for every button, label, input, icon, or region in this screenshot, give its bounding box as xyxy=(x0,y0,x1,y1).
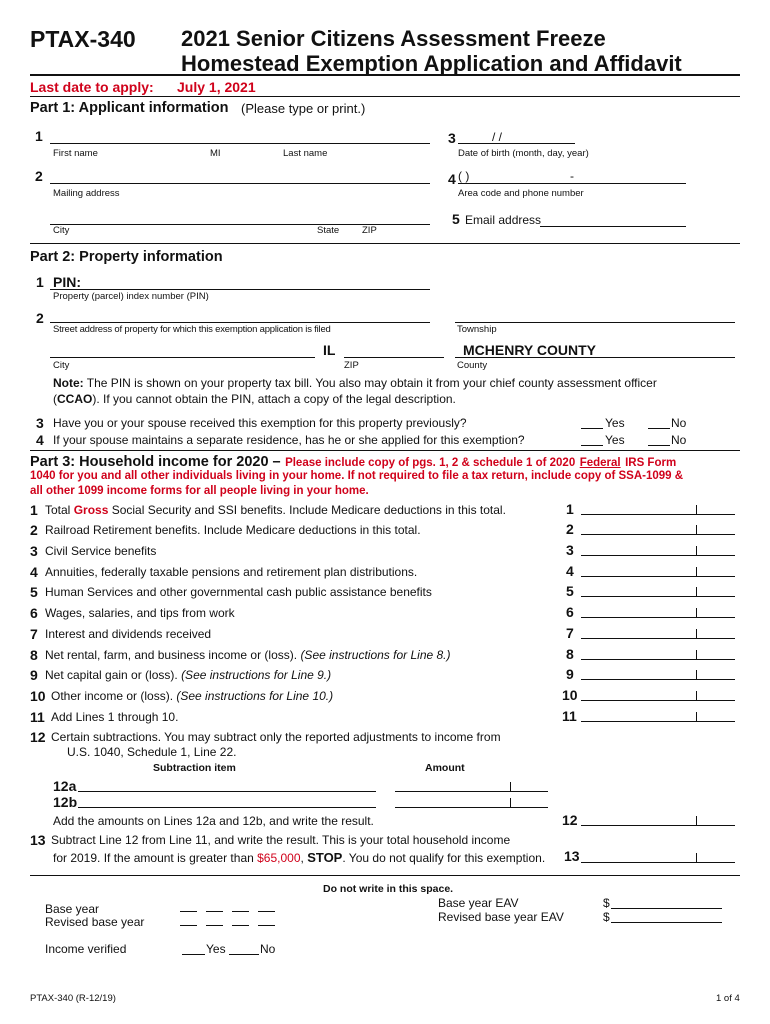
line-13-text1: Subtract Line 12 from Line 11, and write the result. This is your total household income xyxy=(51,833,511,847)
verified-yes-field[interactable] xyxy=(182,954,205,955)
pin-label: PIN: xyxy=(53,274,81,290)
line-number: 10 xyxy=(30,688,46,704)
line-text: Annuities, federally taxable pensions and retirement plan distributions. xyxy=(45,565,418,579)
city-label: City xyxy=(53,225,70,236)
right-line-number: 1 xyxy=(566,501,574,517)
income-amount-field[interactable] xyxy=(581,659,735,660)
line-number: 13 xyxy=(30,832,46,848)
pin-sublabel: Property (parcel) index number (PIN) xyxy=(53,291,209,302)
income-amount-field[interactable] xyxy=(581,617,735,618)
emphasis-text: Gross xyxy=(73,503,109,517)
note-bold: Note: xyxy=(53,376,84,390)
cents-divider xyxy=(696,691,697,701)
right-line-number: 6 xyxy=(566,604,574,620)
income-amount-field[interactable] xyxy=(581,721,735,722)
income-limit: $65,000 xyxy=(257,851,301,865)
email-field[interactable] xyxy=(540,226,686,227)
line-text: Interest and dividends received xyxy=(45,627,212,641)
header-rule xyxy=(30,74,740,76)
city-field[interactable] xyxy=(50,357,315,358)
township-label: Township xyxy=(457,324,497,335)
line-number: 8 xyxy=(30,647,38,663)
revised-base-year-eav-field[interactable] xyxy=(611,922,722,923)
federal-text: Federal xyxy=(579,457,621,469)
part3-note-line3: all other 1099 income forms for all people living in your home. xyxy=(30,485,369,497)
county-label: County xyxy=(457,360,488,371)
line-number: 7 xyxy=(30,626,38,642)
paren-open: ( xyxy=(53,392,57,406)
base-year-label: Base year xyxy=(45,902,100,916)
line-number: 9 xyxy=(30,667,38,683)
right-line-number: 12 xyxy=(562,812,578,828)
line-text-pre: Other income or (loss). xyxy=(51,689,177,703)
yes-label: Yes xyxy=(605,416,625,430)
first-name-label: First name xyxy=(53,148,98,159)
right-line-number: 5 xyxy=(566,583,574,599)
line-12a-amount-field[interactable] xyxy=(395,791,548,792)
line-number: 2 xyxy=(30,522,38,538)
no-label: No xyxy=(671,433,687,447)
part3-heading xyxy=(30,453,676,471)
part2-rule xyxy=(30,243,740,244)
income-line-text xyxy=(45,606,235,620)
cents-divider xyxy=(696,608,697,618)
income-line-text xyxy=(45,544,156,558)
part3-note-a: Please include copy of pgs. 1, 2 & schedule 1 of 2020 xyxy=(285,457,576,469)
subtraction-item-header: Subtraction item xyxy=(153,762,236,774)
right-line-number: 3 xyxy=(566,542,574,558)
line-12-amount-field[interactable] xyxy=(581,825,735,826)
note-text: The PIN is shown on your property tax bill. You also may obtain it from your chief county assessment officer xyxy=(86,376,657,390)
pin-field[interactable] xyxy=(50,289,430,290)
title-line1: 2021 Senior Citizens Assessment Freeze xyxy=(181,26,606,51)
income-amount-field[interactable] xyxy=(581,534,735,535)
dollar-sign: $ xyxy=(603,910,610,924)
q4-no-field[interactable] xyxy=(648,445,670,446)
street-address-label: Street address of property for which this exemption application is filed xyxy=(53,324,331,335)
note-rest: ). If you cannot obtain the PIN, attach a copy of the legal description. xyxy=(92,392,456,406)
cents-divider xyxy=(510,782,511,792)
title-line2: Homestead Exemption Application and Affidavit xyxy=(181,51,682,76)
line-number: 4 xyxy=(36,432,44,448)
q3-yes-field[interactable] xyxy=(581,428,603,429)
cents-divider xyxy=(696,712,697,722)
cents-divider xyxy=(696,587,697,597)
line-text: Railroad Retirement benefits. Include Medicare deductions in this total. xyxy=(45,523,421,537)
phone-label: Area code and phone number xyxy=(458,188,584,199)
dob-slashes: / / xyxy=(492,130,503,144)
line-12b-amount-field[interactable] xyxy=(395,807,548,808)
office-title: Do not write in this space. xyxy=(323,883,454,895)
income-line-text xyxy=(45,523,421,537)
line-number: 1 xyxy=(36,274,44,290)
line-text-pre: Net capital gain or (loss). xyxy=(45,668,182,682)
revised-base-year-label: Revised base year xyxy=(45,915,145,929)
part1-rule xyxy=(30,96,740,97)
right-line-number: 2 xyxy=(566,521,574,537)
part1-subtitle: (Please type or print.) xyxy=(241,101,366,116)
income-amount-field[interactable] xyxy=(581,596,735,597)
part1-title: Part 1: Applicant information xyxy=(30,100,229,116)
line-number: 5 xyxy=(30,584,38,600)
cents-divider xyxy=(510,798,511,808)
office-rule xyxy=(30,875,740,876)
income-amount-field[interactable] xyxy=(581,576,735,577)
line-number: 12 xyxy=(30,729,46,745)
part3-note-b: IRS Form xyxy=(625,457,677,469)
no-label: No xyxy=(671,416,687,430)
income-line-text xyxy=(45,585,432,599)
line-number: 6 xyxy=(30,605,38,621)
page-number: 1 of 4 xyxy=(716,993,740,1004)
cents-divider xyxy=(696,650,697,660)
income-amount-field[interactable] xyxy=(581,638,735,639)
line-number: 3 xyxy=(30,543,38,559)
zip-label: ZIP xyxy=(344,360,359,371)
part3-note-line2: 1040 for you and all other individuals living in your home. If not required to file a tax return, include copy of SSA-1099 & xyxy=(30,470,684,482)
right-line-number: 8 xyxy=(566,646,574,662)
yes-label: Yes xyxy=(206,942,226,956)
note-line2 xyxy=(53,392,456,406)
form-id: PTAX-340 xyxy=(30,26,136,52)
line-12-text2: U.S. 1040, Schedule 1, Line 22. xyxy=(67,745,237,759)
dollar-sign: $ xyxy=(603,896,610,910)
yes-label: Yes xyxy=(605,433,625,447)
phone-dash: - xyxy=(570,169,574,183)
phone-paren: ( ) xyxy=(458,169,470,183)
cents-divider xyxy=(696,670,697,680)
income-line-text xyxy=(45,668,331,682)
question-3: Have you or your spouse received this exemption for this property previously? xyxy=(53,416,467,430)
line-number: 3 xyxy=(36,415,44,431)
line-number: 4 xyxy=(30,564,38,580)
city-label: City xyxy=(53,360,70,371)
state-value: IL xyxy=(323,342,336,358)
line-number: 3 xyxy=(448,130,456,146)
mailing-address-label: Mailing address xyxy=(53,188,120,199)
revised-year-digit[interactable] xyxy=(258,925,275,926)
revised-year-digit[interactable] xyxy=(232,925,249,926)
part2-title: Part 2: Property information xyxy=(30,249,223,265)
phone-field[interactable] xyxy=(458,183,686,184)
line-12b-label: 12b xyxy=(53,794,78,810)
last-name-label: Last name xyxy=(283,148,328,159)
right-line-number: 4 xyxy=(566,563,574,579)
separator: , xyxy=(300,851,308,865)
email-label: Email address xyxy=(465,213,542,227)
base-year-digit[interactable] xyxy=(232,911,249,912)
zip-label: ZIP xyxy=(362,225,377,236)
dob-field[interactable] xyxy=(458,143,575,144)
name-field[interactable] xyxy=(50,143,430,144)
income-line-text xyxy=(45,627,211,641)
line-13-text2b: . You do not qualify for this exemption. xyxy=(342,851,546,865)
question-4: If your spouse maintains a separate residence, has he or she applied for this exemption? xyxy=(53,433,525,447)
line-text: Civil Service benefits xyxy=(45,544,157,558)
line-text-pre: Net rental, farm, and business income or (loss). xyxy=(45,648,301,662)
right-line-number: 9 xyxy=(566,666,574,682)
line-12-add-text: Add the amounts on Lines 12a and 12b, and write the result. xyxy=(53,814,374,828)
line-text-pre: Total xyxy=(45,503,74,517)
q3-no-field[interactable] xyxy=(648,428,670,429)
income-line-text xyxy=(51,689,333,703)
income-line-text xyxy=(45,565,417,579)
line-13-text2 xyxy=(53,850,545,865)
income-verified-label: Income verified xyxy=(45,942,127,956)
form-revision: PTAX-340 (R-12/19) xyxy=(30,993,116,1004)
cents-divider xyxy=(696,629,697,639)
mi-label: MI xyxy=(210,148,221,159)
line-number: 1 xyxy=(30,502,38,518)
ccao: CCAO xyxy=(57,392,93,406)
street-address-field[interactable] xyxy=(50,322,430,323)
cents-divider xyxy=(696,853,697,863)
county-value: MCHENRY COUNTY xyxy=(463,342,597,358)
note-line1 xyxy=(53,376,657,390)
right-line-number: 11 xyxy=(562,708,577,724)
line-text: (See instructions for Line 10.) xyxy=(176,689,334,703)
income-line-text xyxy=(45,648,451,662)
township-field[interactable] xyxy=(455,322,735,323)
right-line-number: 10 xyxy=(562,687,578,703)
county-field[interactable] xyxy=(455,357,735,358)
base-year-eav-field[interactable] xyxy=(611,908,722,909)
last-date: July 1, 2021 xyxy=(177,79,256,95)
zip-field[interactable] xyxy=(344,357,444,358)
income-amount-field[interactable] xyxy=(581,555,735,556)
line-12a-item-field[interactable] xyxy=(78,791,376,792)
line-12b-item-field[interactable] xyxy=(78,807,376,808)
line-number: 1 xyxy=(35,128,43,144)
right-line-number: 7 xyxy=(566,625,574,641)
base-year-digit[interactable] xyxy=(180,911,197,912)
mailing-address-field[interactable] xyxy=(50,183,430,184)
income-line-text xyxy=(51,710,178,724)
no-label: No xyxy=(260,942,276,956)
line-12a-label: 12a xyxy=(53,778,77,794)
cents-divider xyxy=(696,505,697,515)
cents-divider xyxy=(696,816,697,826)
income-amount-field[interactable] xyxy=(581,679,735,680)
line-13-amount-field[interactable] xyxy=(581,862,735,863)
cents-divider xyxy=(696,525,697,535)
line-number: 4 xyxy=(448,171,456,187)
right-line-number: 13 xyxy=(564,848,580,864)
line-text: Wages, salaries, and tips from work xyxy=(45,606,235,620)
base-year-eav-label: Base year EAV xyxy=(438,896,519,910)
line-text: (See instructions for Line 8.) xyxy=(300,648,451,662)
base-year-digit[interactable] xyxy=(258,911,275,912)
revised-year-digit[interactable] xyxy=(180,925,197,926)
line-text: Add Lines 1 through 10. xyxy=(51,710,179,724)
last-date-label: Last date to apply: xyxy=(30,79,154,95)
income-line-text xyxy=(45,503,506,517)
line-12-text1: Certain subtractions. You may subtract only the reported adjustments to income from xyxy=(51,730,501,744)
line-number: 2 xyxy=(35,168,43,184)
part3-title: Part 3: Household income for 2020 – xyxy=(30,454,281,470)
q4-yes-field[interactable] xyxy=(581,445,603,446)
state-label: State xyxy=(317,225,340,236)
part3-rule xyxy=(30,450,740,451)
line-text: Social Security and SSI benefits. Include Medicare deductions in this total. xyxy=(108,503,506,517)
cents-divider xyxy=(696,546,697,556)
revised-year-digit[interactable] xyxy=(206,925,223,926)
revised-base-year-eav-label: Revised base year EAV xyxy=(438,910,564,924)
line-text: Human Services and other governmental cash public assistance benefits xyxy=(45,585,432,599)
line-text: (See instructions for Line 9.) xyxy=(181,668,332,682)
line-number: 11 xyxy=(30,709,45,725)
line-13-text2a: for 2019. If the amount is greater than xyxy=(53,851,258,865)
line-number: 2 xyxy=(36,310,44,326)
dob-label: Date of birth (month, day, year) xyxy=(458,148,589,159)
cents-divider xyxy=(696,567,697,577)
base-year-digit[interactable] xyxy=(206,911,223,912)
income-amount-field[interactable] xyxy=(581,700,735,701)
stop-text: STOP xyxy=(307,850,343,865)
amount-header: Amount xyxy=(425,762,465,774)
line-number: 5 xyxy=(452,211,460,227)
income-amount-field[interactable] xyxy=(581,514,735,515)
verified-no-field[interactable] xyxy=(229,954,259,955)
